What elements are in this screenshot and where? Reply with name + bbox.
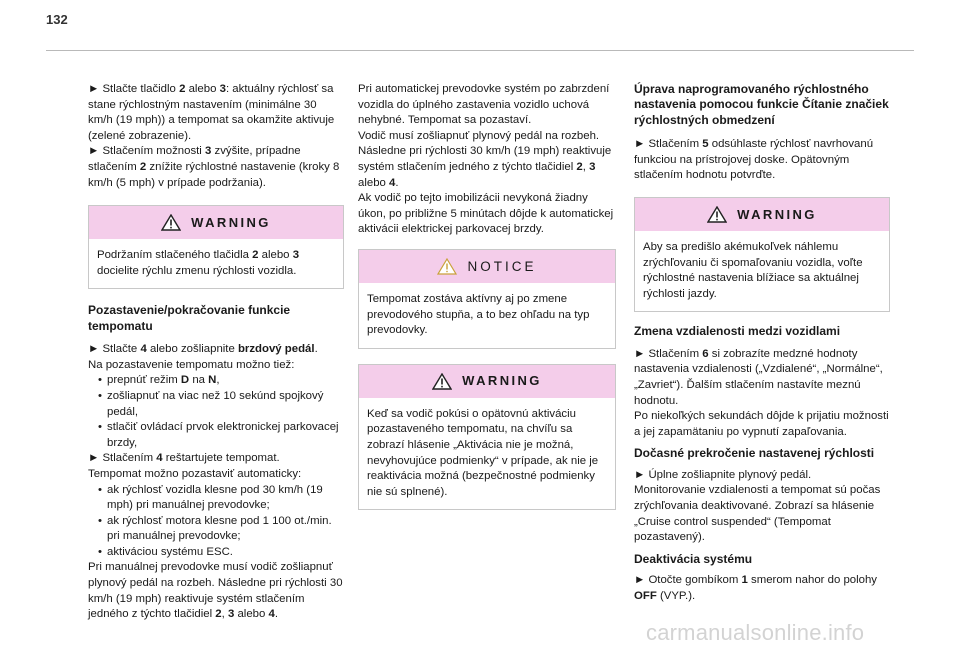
page-number: 132 xyxy=(46,12,68,27)
column-3 xyxy=(634,82,890,604)
warning-header xyxy=(635,198,889,231)
notice-header xyxy=(359,250,615,283)
list-item: • aktiváciou systému ESC. xyxy=(98,545,344,561)
watermark: carmanualsonline.info xyxy=(646,620,865,645)
paragraph: ► Stlačením možnosti 3 zvýšite, prípadne stlačením 2 znížite rýchlostné nastavenie (kroky 8 km/h (5 mph) v prípade podržania). xyxy=(88,145,340,189)
paragraph: ► Stlačením 5 odsúhlaste rýchlosť navrhovanú funkciou na prístrojovej doske. Opätovným stlačením hodnotu potvrďte. xyxy=(634,138,874,182)
column-1 xyxy=(88,82,344,623)
column-2 xyxy=(358,82,616,510)
paragraph: ► Stlačením 4 reštartujete tempomat. xyxy=(88,452,280,465)
warning-title: WARNING xyxy=(462,373,542,389)
warning-triangle-icon xyxy=(707,206,727,223)
paragraph: Monitorovanie vzdialenosti a tempomat sú počas zrýchľovania deaktivované. Zobrazí sa hlásenie „Cruise control suspended“ (Tempomat pozastavený). xyxy=(634,484,881,544)
paragraph: ► Úplne zošliapnite plynový pedál. xyxy=(634,468,812,481)
warning-title: WARNING xyxy=(191,214,271,230)
list-item: • ak rýchlosť vozidla klesne pod 30 km/h (19 mph) pri manuálnej prevodovke; xyxy=(98,483,344,514)
paragraph: Po niekoľkých sekundách dôjde k prijatiu možnosti a jej zapamätaniu po vypnutí zapaľovania. xyxy=(634,410,889,438)
section-title: Zmena vzdialenosti medzi vozidlami xyxy=(634,324,841,339)
paragraph: ► Stlačte 4 alebo zošliapnite brzdový pedál. xyxy=(88,343,318,356)
warning-box xyxy=(634,197,890,312)
warning-box xyxy=(88,205,344,289)
notice-triangle-icon xyxy=(437,258,457,275)
warning-body: Podržaním stlačeného tlačidla 2 alebo 3 docielite rýchlu zmenu rýchlosti vozidla. xyxy=(97,249,300,277)
warning-header xyxy=(89,206,343,239)
paragraph: Vodič musí zošliapnuť plynový pedál na rozbeh. Následne pri rýchlosti 30 km/h (19 mph) reaktivuje systém stlačením jedného z týchto tlačidiel 2, 3 alebo 4. xyxy=(358,129,612,189)
notice-body: Tempomat zostáva aktívny aj po zmene prevodového stupňa, a to bez ohľadu na typ prevodovky. xyxy=(367,292,590,337)
paragraph: ► Stlačením 6 si zobrazíte medzné hodnoty nastavenia vzdialenosti („Vzdialené“, „Normálne“, „Zavriet“). Ďalším stlačením nastavíte meznú hodnotu. xyxy=(634,347,883,407)
warning-title: WARNING xyxy=(737,206,817,222)
bullet-list xyxy=(88,373,344,451)
warning-triangle-icon xyxy=(432,373,452,390)
list-item: • ak rýchlosť motora klesne pod 1 100 ot./min. pri manuálnej prevodovke; xyxy=(98,514,344,545)
list-item: • prepnúť režim D na N, xyxy=(98,373,344,389)
section-title: Dočasné prekročenie nastavenej rýchlosti xyxy=(634,446,875,461)
paragraph: Na pozastavenie tempomatu možno tiež: xyxy=(88,358,295,371)
paragraph: ► Stlačte tlačidlo 2 alebo 3: aktuálny rýchlosť sa stane rýchlostným nastavením (minimálne 30 km/h (19 mph)) a tempomat sa okamžite aktivuje (zelené zobrazenie). xyxy=(88,83,335,142)
paragraph: Pri manuálnej prevodovke musí vodič zošliapnuť plynový pedál na rozbeh. Následne pri rýchlosti 30 km/h (19 mph) reaktivuje systém stlačením jedného z týchto tlačidiel 2, 3 alebo 4. xyxy=(88,561,343,621)
list-item: • stlačiť ovládací prvok elektronickej parkovacej brzdy, xyxy=(98,420,344,451)
bullet-list xyxy=(88,483,344,561)
section-title: Deaktivácia systému xyxy=(634,551,753,566)
header-rule xyxy=(46,50,914,51)
paragraph: Ak vodič po tejto imobilizácii nevykoná žiadny úkon, po približne 5 minútach dôjde k automatickej aktivácii elektrickej parkovacej brzdy. xyxy=(358,192,614,236)
paragraph: Tempomat možno pozastaviť automaticky: xyxy=(88,467,302,480)
section-title: Pozastavenie/pokračovanie funkcie tempomatu xyxy=(88,303,291,333)
notice-box xyxy=(358,249,616,349)
section-title: Úprava naprogramovaného rýchlostného nastavenia pomocou funkcie Čítanie značiek rýchlostných obmedzení xyxy=(634,82,889,127)
paragraph: Pri automatickej prevodovke systém po zabrzdení vozidla do úplného zastavenia vozidlo uchová nehybné. Tempomat sa pozastaví. xyxy=(358,83,610,127)
list-item: • zošliapnuť na viac než 10 sekúnd spojkový pedál, xyxy=(98,389,344,420)
paragraph: ► Otočte gombíkom 1 smerom nahor do polohy OFF (VYP.). xyxy=(634,574,878,602)
warning-box xyxy=(358,364,616,511)
warning-header xyxy=(359,365,615,398)
warning-body: Aby sa predišlo akémukoľvek náhlemu zrýchľovaniu či spomaľovaniu vozidla, voľte rýchlostné nastavenia blížiace sa aktuálnej rýchlosti jazdy. xyxy=(643,241,863,300)
notice-title: NOTICE xyxy=(467,258,537,274)
warning-body: Keď sa vodič pokúsi o opätovnú aktiváciu pozastaveného tempomatu, na chvíľu sa zobrazí hlásenie „Aktivácia nie je možná, nevyhovujúce podmienky“ v prípade, ak nie je reaktivácia možná (bezpečnostné podmienky nie sú splnené). xyxy=(367,407,599,498)
warning-triangle-icon xyxy=(161,214,181,231)
